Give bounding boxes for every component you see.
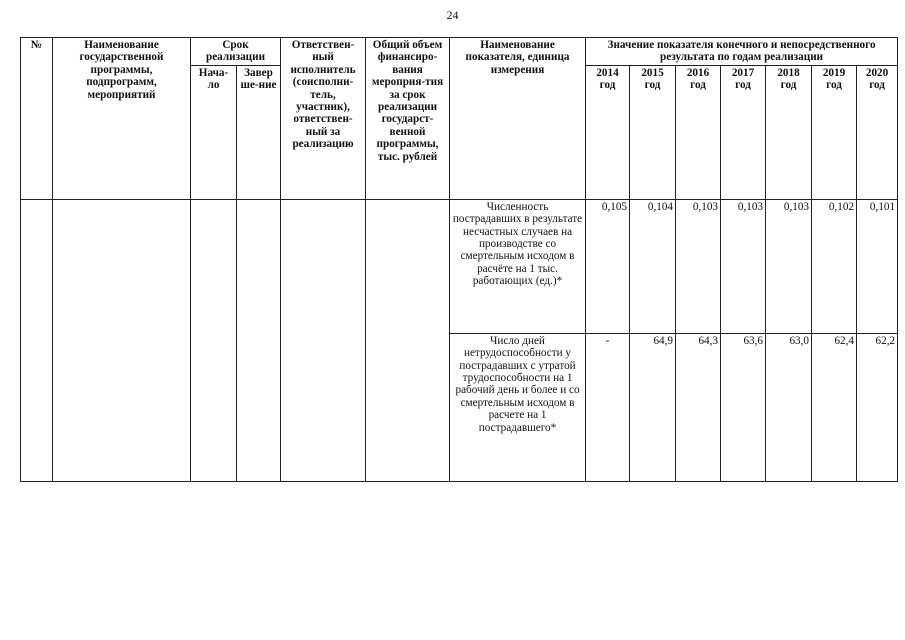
col-header-year: 2017 год (721, 65, 766, 199)
value-cell: 0,104 (630, 199, 676, 333)
value-cell: 63,0 (766, 333, 812, 481)
col-header-start: Нача-ло (191, 65, 237, 199)
col-header-indicator-values: Значение показателя конечного и непосредственного результата по годам реализации (586, 38, 898, 66)
col-header-program-name: Наименование государственной программы, подпрограмм, мероприятий (53, 38, 191, 200)
col-header-year: 2018 год (766, 65, 812, 199)
cell-empty (237, 199, 281, 481)
indicator-name-cell: Численность пострадавших в результате несчастных случаев на производстве со смертельным исходом в расчёте на 1 тыс. работающих (ед.)* (450, 199, 586, 333)
cell-empty (366, 199, 450, 481)
col-header-year: 2019 год (812, 65, 857, 199)
header-row-1 (21, 38, 898, 66)
cell-empty (53, 199, 191, 481)
col-header-end: Завер ше-ние (237, 65, 281, 199)
value-cell: - (586, 333, 630, 481)
col-header-year: 2020 год (857, 65, 898, 199)
col-header-year: 2014 год (586, 65, 630, 199)
cell-empty (191, 199, 237, 481)
cell-empty (281, 199, 366, 481)
col-header-total-funding: Общий объем финансиро-вания мероприя-тия за срок реализации государст-венной программы, тыс. рублей (366, 38, 450, 200)
value-cell: 0,101 (857, 199, 898, 333)
col-header-term: Срок реализации (191, 38, 281, 66)
value-cell: 0,103 (676, 199, 721, 333)
value-cell: 0,105 (586, 199, 630, 333)
col-header-year: 2016 год (676, 65, 721, 199)
value-cell: 64,3 (676, 333, 721, 481)
cell-empty (21, 199, 53, 481)
col-header-year: 2015 год (630, 65, 676, 199)
col-header-responsible: Ответствен-ный исполнитель (соисполни-тель, участник), ответствен-ный за реализацию (281, 38, 366, 200)
page-number: 24 (446, 8, 459, 22)
value-cell: 63,6 (721, 333, 766, 481)
table-row (21, 199, 898, 333)
indicator-name-cell: Число дней нетрудоспособности у пострадавших с утратой трудоспособности на 1 рабочий день и более и со смертельным исходом в расчете на 1 пострадавшего* (450, 333, 586, 481)
value-cell: 64,9 (630, 333, 676, 481)
indicator-table (20, 37, 898, 482)
value-cell: 62,2 (857, 333, 898, 481)
value-cell: 0,102 (812, 199, 857, 333)
col-header-indicator-name: Наименование показателя, единица измерения (450, 38, 586, 200)
value-cell: 0,103 (766, 199, 812, 333)
value-cell: 62,4 (812, 333, 857, 481)
value-cell: 0,103 (721, 199, 766, 333)
col-header-no: № (21, 38, 53, 200)
